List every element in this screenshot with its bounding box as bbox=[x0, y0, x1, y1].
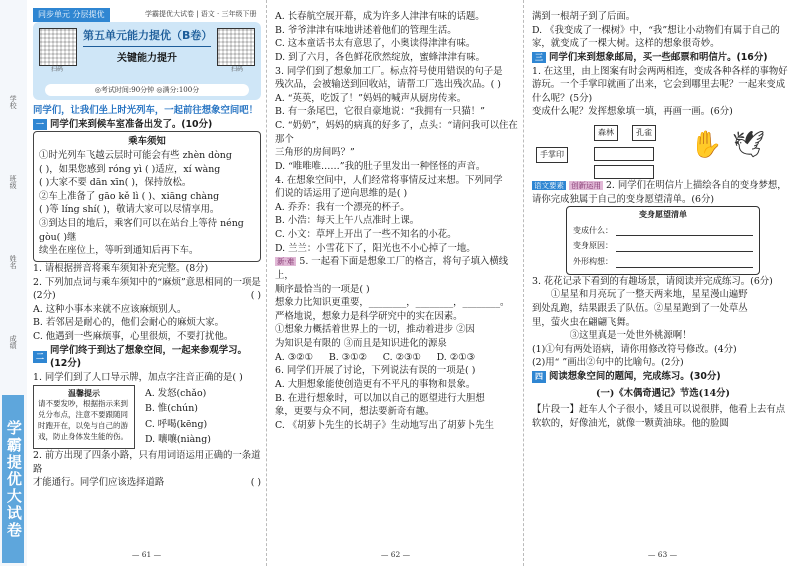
answer-paren[interactable]: ( ) bbox=[250, 290, 261, 302]
section-2-heading bbox=[33, 344, 261, 371]
reading-title: (一)《木偶奇遇记》节选(14分) bbox=[596, 387, 730, 399]
fill-line[interactable]: 想象力比知识更重要，________，________，________。 bbox=[275, 297, 510, 309]
page-number: — 61 — bbox=[131, 550, 162, 560]
qr-code-left[interactable] bbox=[39, 28, 77, 66]
option-a: A. 这种小事本来就不应该麻烦别人。 bbox=[33, 303, 187, 315]
notice-line: ①时光列车飞越云层时可能会有些 zhèn dòng bbox=[39, 149, 232, 161]
section-3-heading bbox=[532, 51, 794, 65]
option-list bbox=[145, 385, 211, 450]
option-d: D. 到了六月，各色鲜花欣然绽放，蜜蜂津津有味。 bbox=[275, 51, 486, 63]
option-a: A. 乔乔：我有一个漂亮的杯子。 bbox=[275, 201, 410, 213]
wish-list-card bbox=[566, 206, 760, 274]
paper-subtitle: 关键能力提升 bbox=[117, 53, 177, 64]
wish-label: 变成什么： bbox=[573, 225, 613, 235]
section-title: 同学们来到候车室准备出发了。(10分) bbox=[50, 118, 213, 130]
option-c: C. 呼喝(kēng) bbox=[145, 418, 208, 430]
notice-box bbox=[33, 131, 261, 262]
option-d: D. 嚷嚷(niàng) bbox=[145, 434, 211, 446]
option-b: B. ③①② bbox=[328, 351, 367, 363]
section-title: 同学们终于到达了想象空间，一起来参观学习。(12分) bbox=[50, 344, 247, 370]
qr-code-right[interactable] bbox=[217, 28, 255, 66]
option-b: B. 爷爷津津有味地讲述着他们的管理生活。 bbox=[275, 24, 457, 36]
question-6: 6. 同学们开展了讨论，下列说法有误的一项是( ) bbox=[275, 365, 476, 377]
story-line: ③这里真是一处世外桃源啊！ bbox=[569, 330, 692, 342]
option-c: C. 他遇到一些麻烦事，心里很烦，不要打扰他。 bbox=[33, 331, 234, 342]
wish-label: 变身原因： bbox=[573, 241, 613, 251]
series-info: 学霸提优大试卷 | 语文 · 三年级下册 bbox=[145, 10, 257, 18]
wish-row bbox=[573, 225, 753, 237]
hand-icon: ✋ bbox=[690, 130, 723, 160]
clause-line: 为知识是有限的 ③而且是知识进化的源泉 bbox=[275, 338, 447, 349]
notice-line: ( )，如果您感到 róng yì ( )适应，xí wàng bbox=[39, 163, 221, 175]
diagram-center-box: 手掌印 bbox=[536, 147, 568, 163]
diagram-box-peacock: 孔雀 bbox=[632, 125, 656, 141]
innovation-tag: 创新运用 bbox=[570, 181, 601, 190]
option-c: C. 这本童话书太有意思了，小奥读得津津有味。 bbox=[275, 38, 476, 50]
page3-body bbox=[532, 10, 794, 431]
question-text: 5. 一起看下面是想象工厂的格言，将句子填入横线上， bbox=[275, 256, 509, 281]
story-line: ①星星和月亮玩了一整天两来地，星星漫山遍野 bbox=[550, 289, 748, 301]
section-number: 二 bbox=[33, 351, 47, 363]
continued-line: 满到一根胡子到了后面。 bbox=[532, 11, 636, 22]
section-number: 一 bbox=[33, 119, 47, 131]
question-3-1: 1. 在这里，由上图案有时会两两相连，变成各种各样的事物好游玩。一个手掌印就画了出来，它会到哪里去呢？一起来变成什么呢？(5分) bbox=[532, 65, 788, 104]
wish-input[interactable] bbox=[616, 225, 753, 237]
page-63 bbox=[523, 0, 800, 566]
answer-paren[interactable]: ( ) bbox=[250, 477, 261, 489]
tips-title: 温馨提示 bbox=[68, 387, 100, 398]
title-banner bbox=[33, 22, 261, 100]
label-name: 姓名 bbox=[9, 255, 18, 269]
qr-label-left: 扫码 bbox=[50, 66, 63, 73]
story-line: 到处乱跑，结果跟丢了队伍。②星星跑到了一处草丛 bbox=[532, 302, 748, 314]
option-b-cont: 象，更要与众不同，想法要新奇有趣。 bbox=[275, 406, 435, 418]
question-1-1: 1. 请根据拼音将乘车须知补充完整。(8分) bbox=[33, 262, 209, 274]
question-1-2-score-row bbox=[33, 289, 261, 303]
page1-body bbox=[33, 104, 261, 490]
diagram-blank-box[interactable] bbox=[594, 147, 654, 161]
section-title: 同学们来到想象邮局，买一些邮票和明信片。(16分) bbox=[549, 51, 768, 63]
notice-line: 续坐在座位上，等听到通知后再下车。 bbox=[39, 245, 199, 257]
question-2-2: 2. 前方出现了四条小路，只有用词语运用正确的一条道路 bbox=[33, 450, 261, 475]
question-2-1: 1. 同学们到了人口导示牌，加点字注音正确的是( ) bbox=[33, 371, 243, 383]
question-text: 才能通行。同学们应该选择道路 bbox=[33, 477, 165, 489]
tips-and-options bbox=[33, 385, 261, 450]
notice-title: 乘车须知 bbox=[128, 136, 166, 148]
label-school: 学校 bbox=[9, 95, 18, 109]
option-b: B. 有一条尾巴，它很自豪地说：“我拥有一只猫！” bbox=[275, 106, 485, 118]
option-c: C. “奶奶”，妈妈的病真的好多了，点头：“请问我可以住在那个 bbox=[275, 120, 518, 145]
tips-box bbox=[33, 385, 135, 450]
reading-text: 【片段一】赶车人个子很小，矮且可以说很胖，他看上去有点软软的，好像油光，就像一颗黄油球。他的脸圆 bbox=[532, 404, 786, 429]
option-d: D. ②①③ bbox=[436, 351, 475, 363]
question-4: 4. 在想象空间中，人们经常将事情反过来想。下列同学 bbox=[275, 174, 503, 186]
exam-info: ◎考试时间:90分钟 ◎满分:100分 bbox=[45, 84, 249, 96]
question-5 bbox=[275, 255, 519, 282]
binding-strip bbox=[0, 0, 27, 566]
option-a: A. 长春航空展开幕，成为许多人津津有味的话题。 bbox=[275, 11, 485, 22]
difficulty-tag: 新·难 bbox=[277, 257, 295, 267]
option-a: A. 大胆想象能使创造更有不平凡的事物和景象。 bbox=[275, 378, 476, 390]
skill-tag: 语文要素 bbox=[534, 181, 564, 190]
fill-line-cont: 严格地说，想象力是科学研究中的实在因素。 bbox=[275, 310, 463, 322]
bird-icon: 🕊 bbox=[732, 130, 766, 160]
question-3-2 bbox=[532, 179, 794, 206]
tips-body: 请不要发吵，根据指示来到兑分布点，注意不要跟随同时跑开在，以免与自己的游戏，防止身体发生能的伤。 bbox=[38, 399, 128, 441]
question-3-cont: 残次品，会被输送到回收站，请帮工厂选出残次品。( ) bbox=[275, 79, 501, 91]
notice-line: ( )等 líng shí( )，敬请大家可以尽情享用。 bbox=[39, 204, 220, 216]
story-subquestion: (2)用“ ”画出②句中的比喻句。(2分) bbox=[532, 357, 684, 369]
story-line: 里，萤火虫在翩翩飞舞。 bbox=[532, 316, 636, 328]
notice-line: ③到达目的地后，乘客们可以在站台上等待 néng gòu( )继 bbox=[39, 218, 244, 243]
option-b: B. 小浩：每天上午八点准时上课。 bbox=[275, 215, 420, 227]
option-c: C. 小文：草坪上开出了一些不知名的小花。 bbox=[275, 229, 457, 240]
option-a: A. “英英，吃饭了！”妈妈的喊声从厨房传来。 bbox=[275, 92, 467, 104]
option-b: B. 若邻居是耐心的，他们会耐心的麻烦大家。 bbox=[33, 317, 224, 329]
section-number: 三 bbox=[532, 52, 546, 64]
question-3-1-cont: 变成什么呢？发挥想象填一填，再画一画。(6分) bbox=[532, 106, 733, 118]
question-score: (2分) bbox=[33, 290, 56, 302]
paper-title: 第五单元能力提优（B卷） bbox=[83, 28, 211, 47]
wish-input[interactable] bbox=[616, 240, 753, 252]
label-score: 成绩 bbox=[9, 335, 18, 349]
page2-body bbox=[275, 10, 519, 432]
notice-line: ②车上准备了 gāo kě lì ( )、xiāng chàng bbox=[39, 190, 220, 202]
page-number: — 62 — bbox=[380, 550, 411, 560]
clause-line: ①想象力概括着世界上的一切，推动着进步 ②因 bbox=[275, 324, 475, 336]
option-a: A. 发怒(chǎo) bbox=[145, 387, 207, 399]
question-4-cont: 们说的话运用了逆向思维的是( ) bbox=[275, 188, 408, 200]
unit-tag: 同步单元 分层提优 bbox=[33, 8, 110, 22]
option-c-cont: 三角形的房间吗？” bbox=[275, 147, 355, 159]
question-3-3: 3. 花花记录下看到的有趣场景，请阅读并完成练习。(6分) bbox=[532, 275, 773, 287]
wish-row bbox=[573, 256, 753, 268]
wish-label: 外形构想： bbox=[573, 257, 613, 267]
wish-title: 变身愿望清单 bbox=[639, 209, 687, 220]
option-d: D. 《我变成了一棵树》中，“我”想让小动物们有属于自己的家，就变成了一棵大树。这样的想象很奇妙。 bbox=[532, 24, 780, 50]
question-2-2-cont bbox=[33, 476, 261, 490]
brand-vertical: 学霸提优大试卷 bbox=[2, 395, 24, 563]
diagram-box-forest: 森林 bbox=[594, 125, 618, 141]
page-number: — 63 — bbox=[647, 550, 678, 560]
question-text: 2. 同学们在明信片上描绘各自的变身梦想，请你完成独属于自己的变身愿望清单。(6分) bbox=[532, 180, 787, 205]
handprint-diagram bbox=[532, 119, 794, 179]
option-a: A. ③②① bbox=[275, 351, 313, 363]
qr-label-right: 扫码 bbox=[230, 66, 243, 73]
page-61 bbox=[0, 0, 266, 566]
story-subquestion: (1)①句有两处语病，请你用修改符号修改。(4分) bbox=[532, 343, 737, 355]
wish-input[interactable] bbox=[616, 256, 753, 268]
q5-options bbox=[275, 351, 475, 365]
option-c: C. 《胡萝卜先生的长胡子》生动地写出了胡萝卜先生 bbox=[275, 419, 495, 431]
intro-line: 同学们，让我们坐上时光列车，一起前往想象空间吧！ bbox=[33, 105, 259, 116]
question-1-2: 2. 下列加点词与乘车须知中的“麻烦”意思相同的一项是 bbox=[33, 276, 261, 288]
wish-row bbox=[573, 240, 753, 252]
option-d: D. “唯唯唯……”我的肚子里发出一种怪怪的声音。 bbox=[275, 160, 486, 172]
section-4-heading bbox=[532, 370, 794, 384]
label-class: 班级 bbox=[9, 175, 18, 189]
diagram-blank-box[interactable] bbox=[594, 165, 654, 179]
section-title: 阅读想象空间的题闻，完成练习。(30分) bbox=[549, 371, 721, 382]
option-b: B. 惟(chún) bbox=[145, 403, 198, 415]
section-1-heading bbox=[33, 118, 261, 132]
question-3: 3. 同学们到了想象加工厂。标点符号使用错误的句子是 bbox=[275, 65, 503, 77]
option-d: D. 兰兰：小雪花下了，阳光也不小心掉了一地。 bbox=[275, 242, 476, 254]
page-62 bbox=[266, 0, 524, 566]
question-5-cont: 顺序最恰当的一项是( ) bbox=[275, 283, 370, 295]
notice-line: ( )大家不要 dān xīn( )，保持放松。 bbox=[39, 177, 192, 189]
option-c: C. ②③① bbox=[382, 351, 421, 363]
option-b: B. 在进行想象时，可以加以自己的愿望进行大胆想 bbox=[275, 392, 485, 404]
section-number: 四 bbox=[532, 371, 546, 383]
